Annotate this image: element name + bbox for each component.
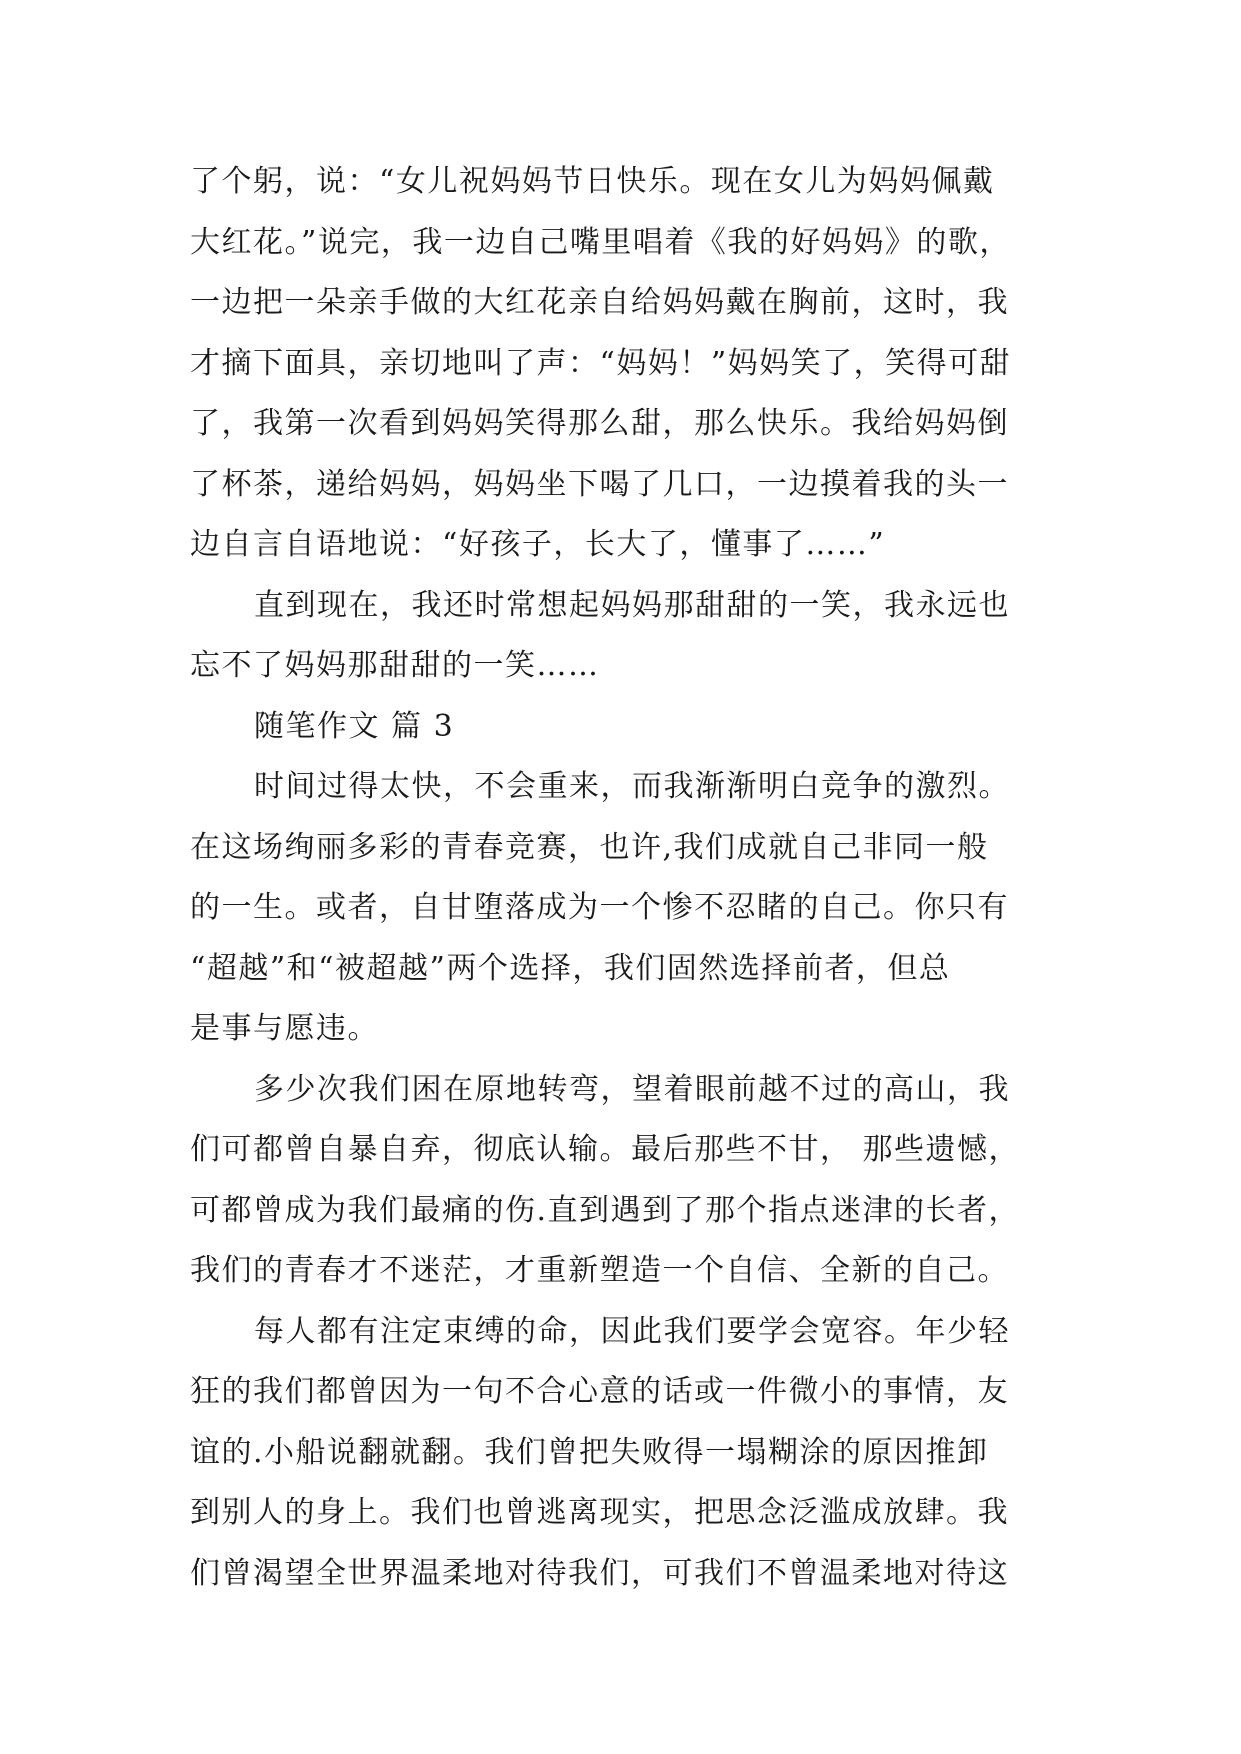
- paragraph: [190, 757, 1050, 1060]
- paragraph: [190, 152, 1050, 576]
- text-line: 每人都有注定束缚的命，因此我们要学会宽容。年少轻: [254, 1313, 1010, 1349]
- text-line: 多少次我们困在原地转弯，望着眼前越不过的高山，我: [254, 1071, 1010, 1107]
- text-line: 随笔作文 篇 3: [254, 708, 455, 744]
- text-line: 直到现在，我还时常想起妈妈那甜甜的一笑，我永远也: [254, 587, 1010, 623]
- text-line: 们曾渴望全世界温柔地对待我们，可我们不曾温柔地对待这: [190, 1555, 1009, 1591]
- text-line: 了，我第一次看到妈妈笑得那么甜，那么快乐。我给妈妈倒: [190, 406, 1009, 441]
- paragraph: [190, 1060, 1050, 1302]
- text-line: 谊的.小船说翻就翻。我们曾把失败得一塌糊涂的原因推卸: [190, 1434, 989, 1470]
- text-line: 忘不了妈妈那甜甜的一笑……: [190, 648, 600, 683]
- text-line: 才摘下面具，亲切地叫了声：“妈妈！”妈妈笑了，笑得可甜: [190, 345, 1012, 381]
- text-line: 的一生。或者，自甘堕落成为一个惨不忍睹的自己。你只有: [190, 890, 1009, 925]
- text-line: 了杯茶，递给妈妈，妈妈坐下喝了几口，一边摸着我的头一: [190, 466, 1009, 502]
- text-line: 一边把一朵亲手做的大红花亲自给妈妈戴在胸前，这时，我: [190, 285, 1009, 320]
- text-line: 们可都曾自暴自弃，彻底认输。最后那些不甘， 那些遗憾，: [190, 1132, 1021, 1167]
- paragraph: [190, 1302, 1050, 1605]
- text-line: 了个躬，说：“女儿祝妈妈节日快乐。现在女儿为妈妈佩戴: [190, 164, 995, 199]
- text-line: 在这场绚丽多彩的青春竞赛，也许,我们成就自己非同一般: [190, 829, 989, 865]
- section-heading: [190, 697, 1050, 758]
- text-line: 狂的我们都曾因为一句不合心意的话或一件微小的事情，友: [190, 1374, 1009, 1409]
- text-line: 是事与愿违。: [190, 1011, 379, 1046]
- text-line: 边自言自语地说：“好孩子，长大了，懂事了……”: [190, 527, 886, 562]
- text-line: 时间过得太快，不会重来，而我渐渐明白竞争的激烈。: [254, 769, 1010, 804]
- document-body: [190, 152, 1050, 1604]
- text-line: 我们的青春才不迷茫，才重新塑造一个自信、全新的自己。: [190, 1253, 1009, 1288]
- text-line: 大红花。”说完，我一边自己嘴里唱着《我的好妈妈》的歌，: [190, 224, 1011, 260]
- paragraph: [190, 576, 1050, 697]
- text-line: 到别人的身上。我们也曾逃离现实，把思念泛滥成放肆。我: [190, 1495, 1009, 1530]
- text-line: “超越”和“被超越”两个选择，我们固然选择前者，但总: [190, 950, 951, 986]
- text-line: 可都曾成为我们最痛的伤.直到遇到了那个指点迷津的长者，: [190, 1192, 1021, 1228]
